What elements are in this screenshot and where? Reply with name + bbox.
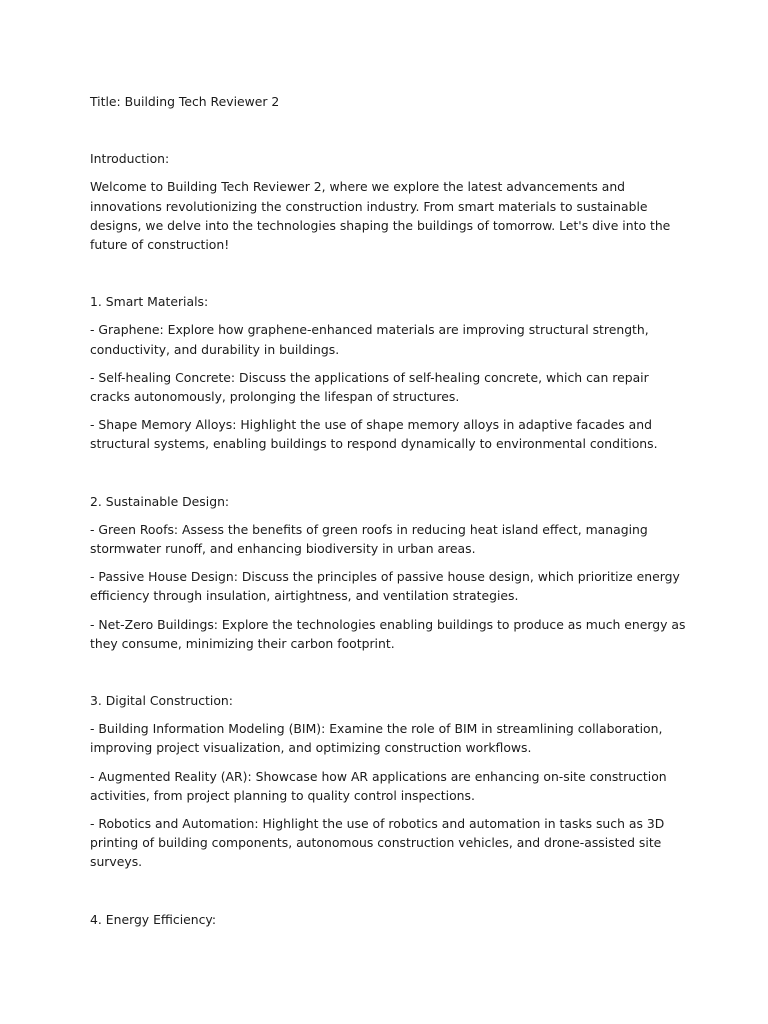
section-sustainable-design <box>90 492 690 653</box>
section-item: - Green Roofs: Assess the benefits of green roofs in reducing heat island effect, managing stormwater runoff, and enhancing biodiversity in urban areas. <box>90 521 648 557</box>
section-heading: 2. Sustainable Design: <box>90 493 230 509</box>
section-energy-efficiency <box>90 910 690 929</box>
section-item: - Building Information Modeling (BIM): Examine the role of BIM in streamlining collaboration, improving project visualization, and optimizing construction workflows. <box>90 721 663 756</box>
section-heading: 4. Energy Efficiency: <box>90 911 217 927</box>
section-item: - Graphene: Explore how graphene-enhanced materials are improving structural strength, conductivity, and durability in buildings. <box>90 322 649 357</box>
intro-paragraph: Welcome to Building Tech Reviewer 2, where we explore the latest advancements and innovations revolutionizing the construction industry. From smart materials to sustainable designs, we delve into the technologies shaping the buildings of tomorrow. Let's dive into the future of construction! <box>90 179 671 253</box>
section-item: - Self-healing Concrete: Discuss the applications of self-healing concrete, which can repair cracks autonomously, prolonging the lifespan of structures. <box>90 369 649 405</box>
section-smart-materials <box>90 292 690 453</box>
section-item: - Robotics and Automation: Highlight the use of robotics and automation in tasks such as 3D printing of building components, autonomous construction vehicles, and drone-assisted site surveys. <box>90 816 665 870</box>
section-item: - Passive House Design: Discuss the principles of passive house design, which prioritize energy efficiency through insulation, airtightness, and ventilation strategies. <box>90 569 680 604</box>
document-body <box>90 92 690 967</box>
section-item: - Net-Zero Buildings: Explore the technologies enabling buildings to produce as much energy as they consume, minimizing their carbon footprint. <box>90 616 686 651</box>
section-heading: 1. Smart Materials: <box>90 294 209 310</box>
document-title: Title: Building Tech Reviewer 2 <box>90 94 280 109</box>
section-digital-construction <box>90 691 690 872</box>
section-item: - Augmented Reality (AR): Showcase how AR applications are enhancing on-site construction activities, from project planning to quality control inspections. <box>90 768 667 803</box>
section-heading: 3. Digital Construction: <box>90 693 233 709</box>
intro-heading: Introduction: <box>90 151 170 167</box>
section-item: - Shape Memory Alloys: Highlight the use of shape memory alloys in adaptive facades and structural systems, enabling buildings to respond dynamically to environmental conditions. <box>90 417 658 452</box>
